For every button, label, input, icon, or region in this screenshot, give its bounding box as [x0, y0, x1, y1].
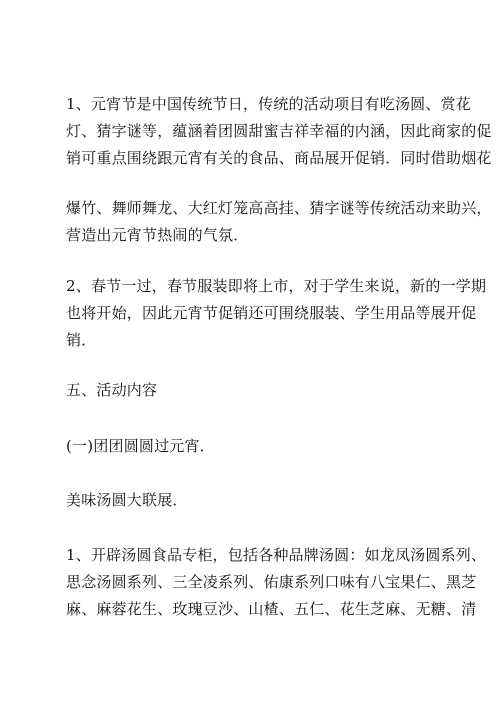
paragraph-2-line-2: 也将开始，因此元宵节促销还可围绕服装、学生用品等展开促	[66, 304, 477, 322]
paragraph-3-line-1: 1、开辟汤圆食品专柜，包括各种品牌汤圆：如龙凤汤圆系列、	[66, 546, 487, 564]
paragraph-1-line-2: 灯、猜字谜等，蕴涵着团圆甜蜜吉祥幸福的内涵，因此商家的促	[66, 122, 492, 140]
paragraph-2-line-1: 2、春节一过，春节服装即将上市，对于学生来说，新的一学期	[66, 277, 487, 295]
paragraph-1-line-4: 爆竹、舞师舞龙、大红灯笼高高挂、猜字谜等传统活动来助兴，	[66, 199, 492, 217]
paragraph-2-line-3: 销．	[66, 331, 97, 349]
section-heading: 五、活动内容	[66, 381, 158, 399]
paragraph-3-line-3: 麻、麻蓉花生、玫瑰豆沙、山楂、五仁、花生芝麻、无糖、清	[66, 600, 477, 618]
subsection-heading: (一)团团圆圆过元宵．	[66, 437, 215, 455]
paragraph-1-line-5: 营造出元宵节热闹的气氛．	[66, 226, 249, 244]
paragraph-1-line-1: 1、元宵节是中国传统节日，传统的活动项目有吃汤圆、赏花	[66, 95, 471, 113]
paragraph-1-line-3: 销可重点围绕跟元宵有关的食品、商品展开促销．同时借助烟花	[66, 149, 492, 167]
item-heading: 美味汤圆大联展．	[66, 491, 188, 509]
paragraph-3-line-2: 思念汤圆系列、三全凌系列、佑康系列口味有八宝果仁、黑芝	[66, 573, 477, 591]
